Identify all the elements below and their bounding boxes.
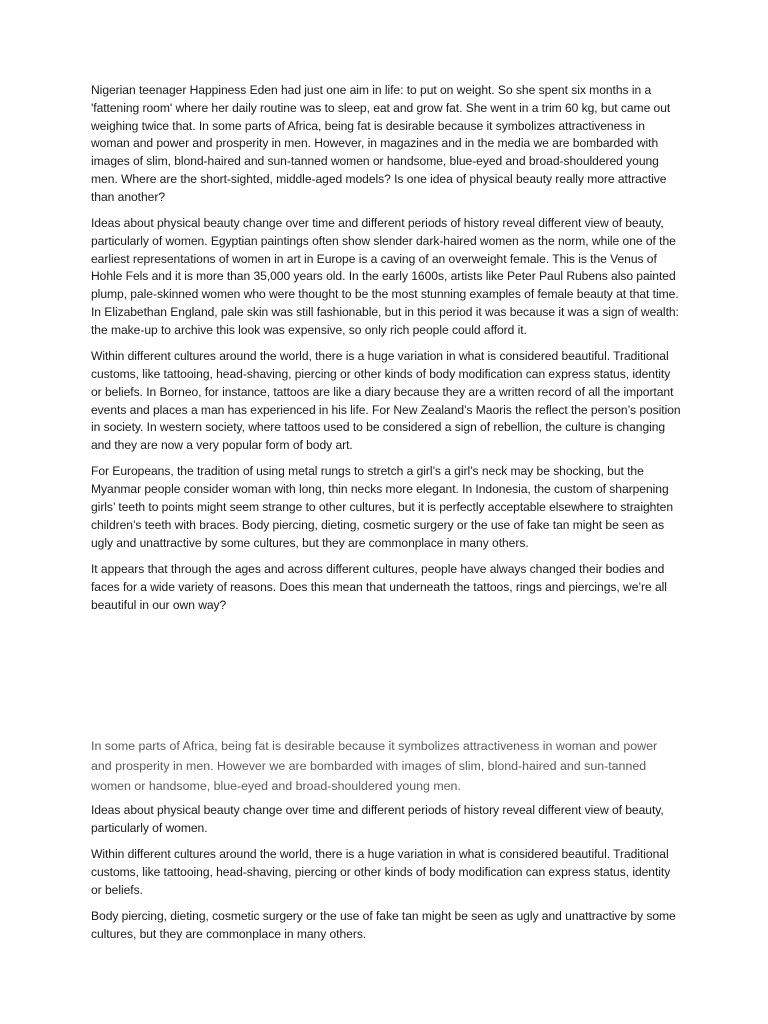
summary-point-1: Ideas about physical beauty change over time and different periods of history reveal different view of beauty, particularly of women. — [91, 803, 664, 835]
article-paragraph-4: For Europeans, the tradition of using metal rungs to stretch a girl’s a girl’s neck may be shocking, but the Myanmar people consider woman with long, thin necks more elegant. In Indonesia, the custom of sharpening girls’ teeth to points might seem strange to other cultures, but it is perfectly acceptable elsewhere to straighten children’s teeth with braces. Body piercing, dieting, cosmetic surgery or the use of fake tan might be seen as ugly and unattractive by some cultures, but they are commonplace in many others. — [91, 464, 673, 550]
summary-point-2: Within different cultures around the world, there is a huge variation in what is considered beautiful. Traditional customs, like tattooing, head-shaving, piercing or other kinds of body modification can express status, identity or beliefs. — [91, 847, 671, 897]
article-paragraph-2: Ideas about physical beauty change over time and different periods of history reveal different view of beauty, particularly of women. Egyptian paintings often show slender dark-haired women as the norm, while one of the earliest representations of women in art in Europe is a caving of an overweight female. This is the Venus of Hohle Fels and it is more than 35,000 years old. In the early 1600s, artists like Peter Paul Rubens also painted plump, pale-skinned women who were thought to be the most stunning examples of female beauty at that time. In Elizabethan England, pale skin was still fashionable, but in this period it was because it was a sign of wealth: the make-up to archive this look was expensive, so only rich people could afford it. — [91, 216, 679, 337]
article-body — [91, 82, 681, 623]
article-paragraph-5: It appears that through the ages and across different cultures, people have always changed their bodies and faces for a wide variety of reasons. Does this mean that underneath the tattoos, rings and piercings, we’re all beautiful in our own way? — [91, 561, 667, 612]
summary-lead: In some parts of Africa, being fat is desirable because it symbolizes attractiveness in woman and power and prosperity in men. However we are bombarded with images of slim, blond-haired and sun-tanned women or handsome, blue-eyed and broad-shouldered young men. — [91, 739, 658, 793]
summary-point-3: Body piercing, dieting, cosmetic surgery or the use of fake tan might be seen as ugly and unattractive by some cultures, but they are commonplace in many others. — [91, 908, 676, 941]
summary-section — [91, 736, 681, 952]
article-paragraph-1: Nigerian teenager Happiness Eden had just one aim in life: to put on weight. So she spent six months in a 'fattening room' where her daily routine was to sleep, eat and grow fat. She went in a trim 60 kg, but came out weighing twice that. In some parts of Africa, being fat is desirable because it symbolizes attractiveness in woman and power and prosperity in men. However, in magazines and in the media we are bombarded with images of slim, blond-haired and sun-tanned women or handsome, blue-eyed and broad-shouldered young men. Where are the short-sighted, middle-aged models? Is one idea of physical beauty really more attractive than another? — [91, 83, 671, 204]
article-paragraph-3: Within different cultures around the world, there is a huge variation in what is considered beautiful. Traditional customs, like tattooing, head-shaving, piercing or other kinds of body modification can express status, identity or beliefs. In Borneo, for instance, tattoos are like a diary because they are a written record of all the important events and places a man has experienced in his life. For New Zealand’s Maoris the reflect the person’s position in society. In western society, where tattoos used to be considered a sign of rebellion, the culture is changing and they are now a very popular form of body art. — [91, 349, 681, 453]
